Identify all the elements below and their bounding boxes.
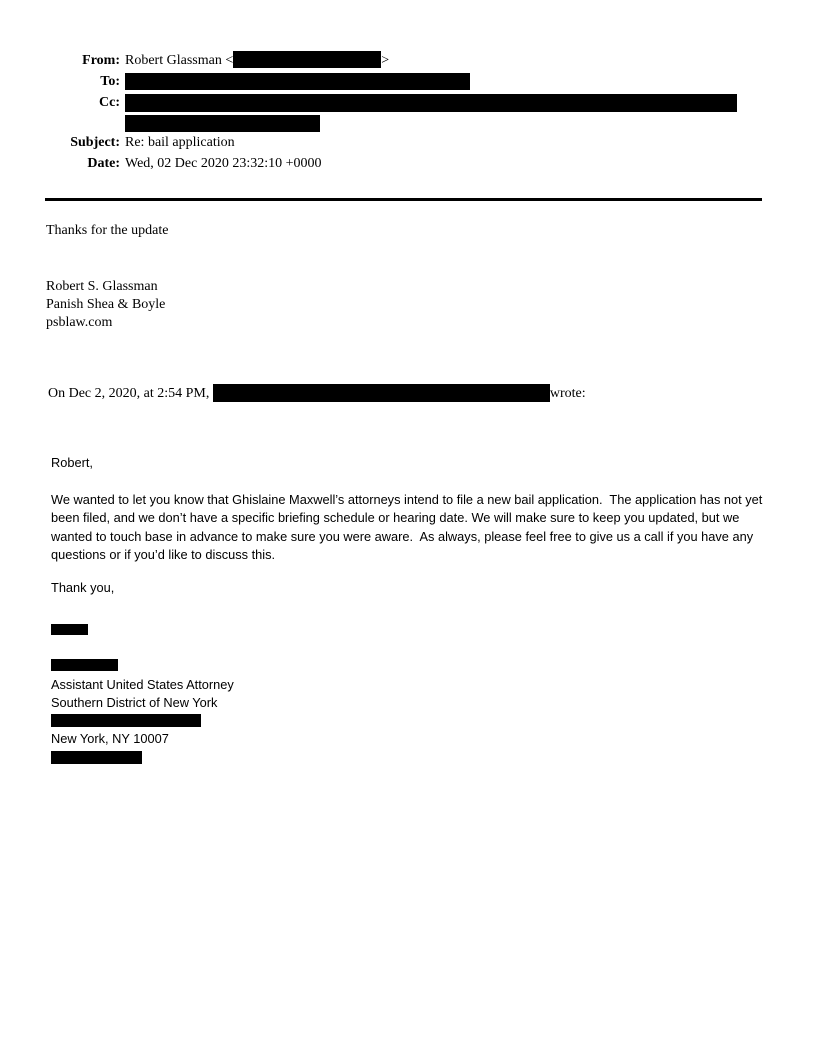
header-separator-rule <box>45 198 762 201</box>
quote-attribution-line <box>48 384 816 404</box>
redaction-bar-sender-full-name <box>51 659 118 671</box>
quoted-signature-division: Southern District of New York <box>51 695 218 710</box>
quoted-paragraph: We wanted to let you know that Ghislaine Maxwell’s attorneys intend to file a new bail application. The application has not yet been filed, and we don’t have a specific briefing schedule or hearing date. We will make sure to keep you updated, but we wanted to touch base in advance to make sure you were aware. As always, please feel free to give us a call if you have any questions or if you’d like to discuss this. <box>51 491 766 562</box>
quoted-closing: Thank you, <box>51 579 115 595</box>
quoted-signature-title: Assistant United States Attorney <box>51 677 234 692</box>
from-bracket-close: > <box>381 53 390 68</box>
header-row-date <box>0 153 816 174</box>
cc-label: Cc: <box>99 95 120 110</box>
header-row-from <box>0 50 816 71</box>
quoted-message <box>51 454 816 764</box>
redaction-bar-to <box>125 73 470 90</box>
reply-signature <box>46 278 816 332</box>
to-value <box>125 71 470 92</box>
redaction-bar-street-address <box>51 714 201 727</box>
signature-name: Robert S. Glassman <box>46 279 158 294</box>
header-row-cc <box>0 92 816 132</box>
redaction-bar-cc-line1 <box>125 94 737 112</box>
from-label: From: <box>82 53 120 68</box>
signature-website: psblaw.com <box>46 315 113 330</box>
quoted-greeting: Robert, <box>51 455 93 470</box>
quote-attribution-prefix: On Dec 2, 2020, at 2:54 PM, <box>48 386 213 401</box>
quote-attribution-suffix: wrote: <box>549 386 586 401</box>
date-value: Wed, 02 Dec 2020 23:32:10 +0000 <box>125 156 322 171</box>
subject-label: Subject: <box>70 135 120 150</box>
redaction-bar-sender-first-name <box>51 624 88 635</box>
redaction-bar-from-email <box>233 51 381 68</box>
redaction-bar-cc-line2 <box>125 115 320 132</box>
quoted-signature-block <box>51 676 816 764</box>
redaction-bar-phone <box>51 751 142 764</box>
redaction-bar-quote-sender <box>213 384 550 402</box>
to-label: To: <box>100 74 120 89</box>
email-header <box>0 0 816 174</box>
from-value <box>125 50 389 71</box>
cc-value <box>125 92 737 132</box>
quoted-signature-city: New York, NY 10007 <box>51 731 169 746</box>
date-label: Date: <box>87 156 120 171</box>
signature-firm: Panish Shea & Boyle <box>46 297 166 312</box>
from-name: Robert Glassman < <box>125 53 234 68</box>
subject-value: Re: bail application <box>125 135 235 150</box>
header-row-subject <box>0 132 816 153</box>
header-row-to <box>0 71 816 92</box>
reply-text: Thanks for the update <box>46 223 169 238</box>
